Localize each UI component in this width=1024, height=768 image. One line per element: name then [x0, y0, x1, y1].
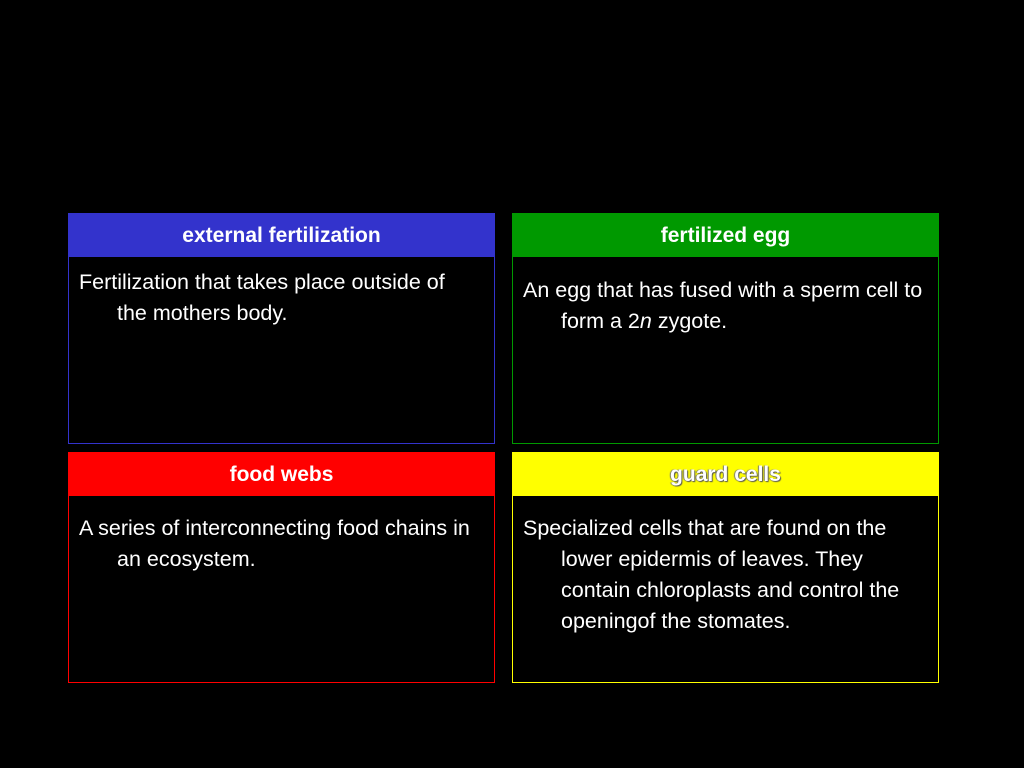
card-term: fertilized egg	[513, 214, 938, 257]
card-term: guard cells	[513, 453, 938, 496]
card-term: external fertilization	[69, 214, 494, 257]
card-definition	[523, 275, 924, 337]
vocab-card-external-fertilization	[68, 213, 495, 444]
definition-text: An egg that has fused with a sperm cell to form a 2	[523, 278, 923, 333]
definition-italic-n: n	[639, 309, 652, 333]
definition-text-end: zygote.	[651, 309, 728, 333]
card-definition-area	[69, 257, 494, 329]
card-definition: Fertilization that takes place outside of the mothers body.	[79, 270, 445, 325]
card-definition-area	[513, 496, 938, 637]
card-definition: A series of interconnecting food chains in an ecosystem.	[79, 516, 470, 571]
card-definition: Specialized cells that are found on the lower epidermis of leaves. They contain chloroplasts and control the openingof the stomates.	[523, 516, 900, 633]
vocab-card-guard-cells	[512, 452, 939, 683]
card-definition-area	[69, 496, 494, 575]
vocab-card-food-webs	[68, 452, 495, 683]
vocab-card-fertilized-egg	[512, 213, 939, 444]
card-definition-area	[513, 257, 938, 337]
card-term: food webs	[69, 453, 494, 496]
